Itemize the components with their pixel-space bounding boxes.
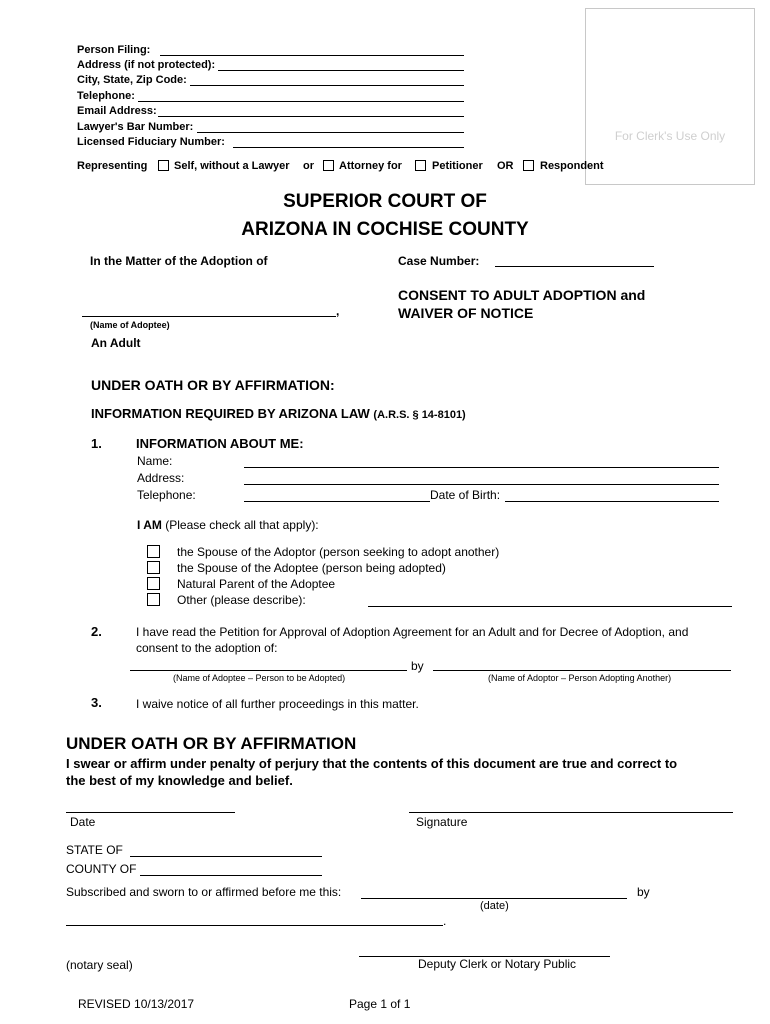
date-field[interactable] [66,812,235,813]
respondent-label: Respondent [540,160,604,172]
document-title-line2: WAIVER OF NOTICE [398,305,534,321]
an-adult-label: An Adult [91,336,141,350]
representing-label: Representing [77,160,148,172]
adoptor-consent-label: (Name of Adoptor – Person Adopting Another) [488,673,672,683]
subscribed-label: Subscribed and sworn to or affirmed before me this: [66,885,342,899]
state-of-label: STATE OF [66,843,123,857]
address-label-s1: Address: [137,471,185,485]
telephone-field[interactable] [138,101,464,102]
signature-field[interactable] [409,812,733,813]
info-required-main: INFORMATION REQUIRED BY ARIZONA LAW [91,406,370,421]
affirmation-line2: the best of my knowledge and belief. [66,773,293,788]
bar-number-label: Lawyer's Bar Number: [77,121,194,133]
self-checkbox[interactable] [158,160,169,171]
clerk-use-box [585,8,755,185]
caption-comma: , [336,304,340,318]
adoptee-consent-field[interactable] [130,670,407,671]
revised-date: REVISED 10/13/2017 [78,997,195,1011]
option-spouse-adoptor-checkbox[interactable] [147,545,160,558]
option-spouse-adoptee-label: the Spouse of the Adoptee (person being adopted) [177,561,446,575]
telephone-field-s1[interactable] [244,501,430,502]
option-spouse-adoptee-checkbox[interactable] [147,561,160,574]
clerk-use-label: For Clerk's Use Only [614,129,726,143]
name-label: Name: [137,454,173,468]
email-label: Email Address: [77,105,157,117]
option-other-checkbox[interactable] [147,593,160,606]
info-required-cite: (A.R.S. § 14-8101) [373,409,466,421]
i-am-line [137,518,319,532]
name-field[interactable] [244,467,719,468]
affirmation-line1: I swear or affirm under penalty of perjury that the contents of this document are true and correct to [66,756,678,771]
other-describe-field[interactable] [368,606,732,607]
page-number: Page 1 of 1 [349,997,411,1011]
self-label: Self, without a Lawyer [174,160,290,172]
section2-text-line2: consent to the adoption of: [136,641,278,655]
telephone-label-s1: Telephone: [137,488,196,502]
city-field[interactable] [190,85,464,86]
i-am-note: (Please check all that apply): [165,518,319,532]
adoptee-name-field[interactable] [82,316,336,317]
petitioner-checkbox[interactable] [415,160,426,171]
deputy-clerk-label: Deputy Clerk or Notary Public [418,957,577,971]
section3-text: I waive notice of all further proceedings in this matter. [136,697,419,711]
section3-number: 3. [91,695,102,710]
state-of-field[interactable] [130,856,322,857]
respondent-checkbox[interactable] [523,160,534,171]
person-filing-label: Person Filing: [77,44,151,56]
option-other-label: Other (please describe): [177,593,306,607]
affirmation-heading: UNDER OATH OR BY AFFIRMATION [66,734,357,753]
fiduciary-field[interactable] [233,147,464,148]
adoptee-consent-label: (Name of Adoptee – Person to be Adopted) [173,673,346,683]
matter-label: In the Matter of the Adoption of [90,254,268,268]
attorney-label: Attorney for [339,160,402,172]
subscribed-period: . [443,914,447,928]
county-of-label: COUNTY OF [66,862,137,876]
address-label: Address (if not protected): [77,59,216,71]
address-field[interactable] [218,70,464,71]
email-field[interactable] [158,116,464,117]
bar-number-field[interactable] [197,132,464,133]
option-spouse-adoptor-label: the Spouse of the Adoptor (person seeking to adopt another) [177,545,500,559]
section1-title: INFORMATION ABOUT ME: [136,436,304,451]
oath-heading: UNDER OATH OR BY AFFIRMATION: [91,377,335,393]
petitioner-label: Petitioner [432,160,483,172]
city-label: City, State, Zip Code: [77,74,187,86]
document-title-line1: CONSENT TO ADULT ADOPTION and [398,287,646,303]
signature-label: Signature [416,815,468,829]
or-text: or [303,160,314,172]
date-label: Date [70,815,96,829]
subscribed-date-label: (date) [480,900,509,912]
i-am-label: I AM [137,518,162,532]
case-number-label: Case Number: [398,254,480,268]
subscribed-date-field[interactable] [361,898,627,899]
telephone-label: Telephone: [77,90,135,102]
section2-text-line1: I have read the Petition for Approval of Adoption Agreement for an Adult and for Decree of Adoption, and [136,625,689,639]
info-required-heading [91,406,466,421]
adoptor-consent-field[interactable] [433,670,731,671]
subscribed-by: by [637,885,650,899]
subscribed-by-field[interactable] [66,925,443,926]
notary-seal-label: (notary seal) [66,958,133,972]
adoptee-name-label: (Name of Adoptee) [90,320,170,330]
or-text-2: OR [497,160,514,172]
section2-number: 2. [91,624,102,639]
dob-field[interactable] [505,501,719,502]
section1-number: 1. [91,436,102,451]
court-title-line1: SUPERIOR COURT OF [283,191,487,212]
option-natural-parent-checkbox[interactable] [147,577,160,590]
attorney-checkbox[interactable] [323,160,334,171]
person-filing-field[interactable] [160,55,464,56]
dob-label: Date of Birth: [430,488,501,502]
section2-by: by [411,659,424,673]
fiduciary-label: Licensed Fiduciary Number: [77,136,225,148]
address-field-s1[interactable] [244,484,719,485]
option-natural-parent-label: Natural Parent of the Adoptee [177,577,336,591]
case-number-field[interactable] [495,266,654,267]
court-title-line2: ARIZONA IN COCHISE COUNTY [241,219,529,240]
county-of-field[interactable] [140,875,322,876]
